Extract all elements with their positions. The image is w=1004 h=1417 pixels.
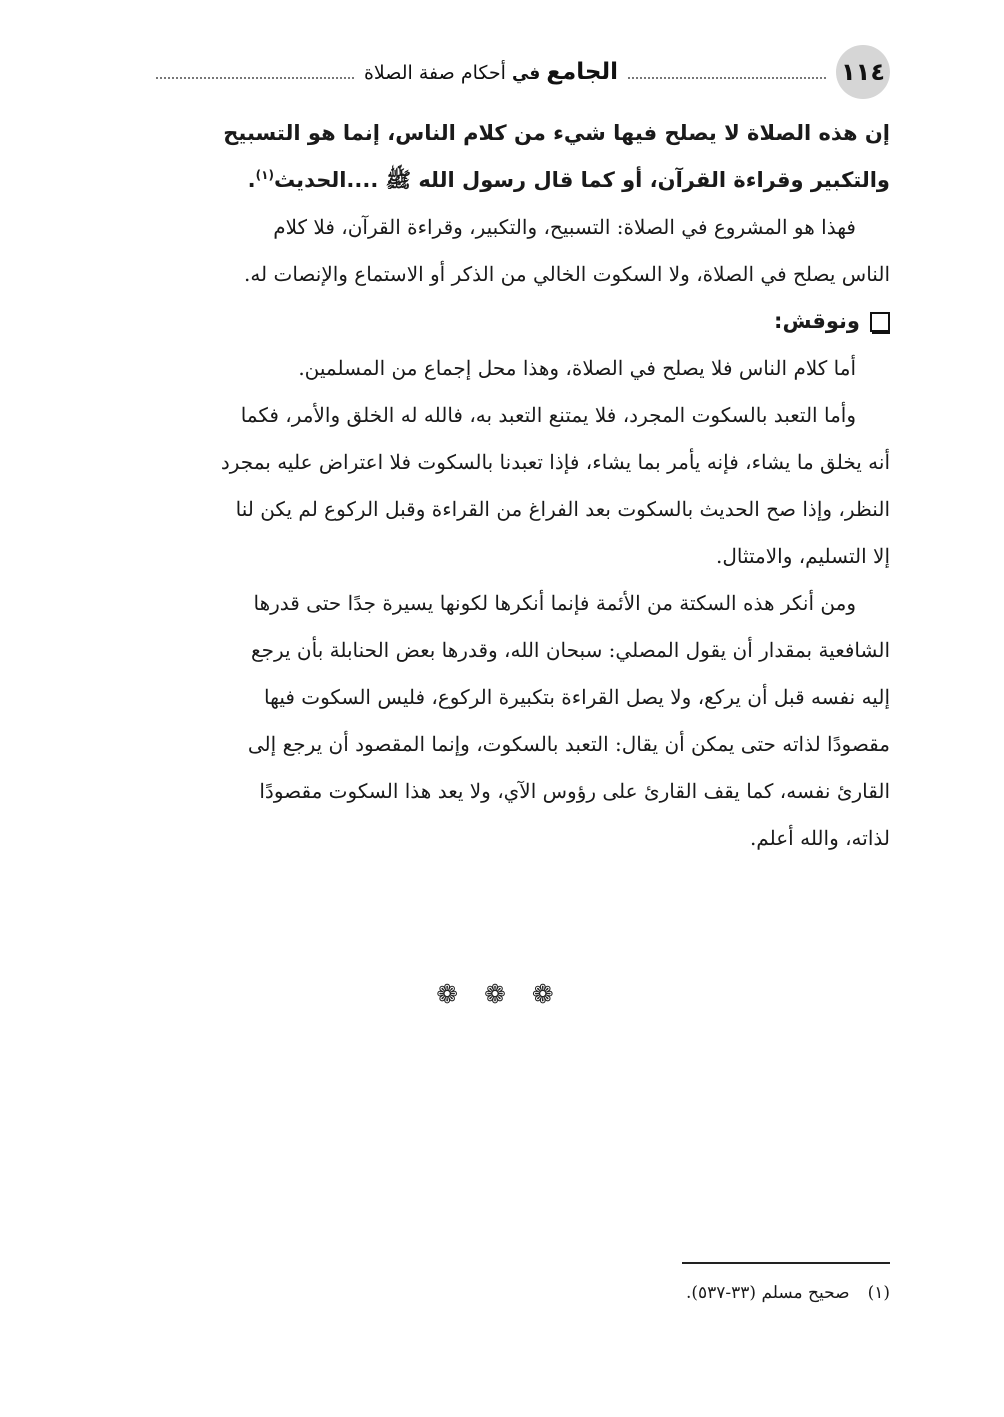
page-number: ١١٤: [841, 58, 885, 86]
footnote-number: (١): [867, 1283, 890, 1303]
footnote-text: صحيح مسلم (٣٣-٥٣٧).: [685, 1283, 850, 1303]
body-line-16: لذاته، والله أعلم.: [749, 826, 890, 850]
body-line-12: الشافعية بمقدار أن يقول المصلي: سبحان الله، وقدرها بعض الحنابلة بأن يرجع: [250, 638, 890, 662]
section-heading: [774, 298, 890, 345]
section-heading-line: [146, 298, 890, 345]
body-line-14: مقصودًا لذاته حتى يمكن أن يقال: التعبد بالسكوت، وإنما المقصود أن يرجع إلى: [247, 732, 890, 756]
body-line-11: ومن أنكر هذه السكتة من الأئمة فإنما أنكرها لكونها يسيرة جدًا حتى قدرها: [253, 591, 856, 615]
header-dotted-leader-right: [628, 77, 826, 79]
book-title-main: الجامع: [546, 59, 619, 85]
body-line-10: إلا التسليم، والامتثال.: [715, 544, 890, 568]
footnote-separator: [682, 1262, 890, 1264]
body-line-1: إن هذه الصلاة لا يصلح فيها شيء من كلام الناس، إنما هو التسبيح: [223, 121, 890, 145]
body-line-2: [146, 157, 890, 204]
running-header: [146, 46, 890, 98]
body-line-4: الناس يصلح في الصلاة، ولا السكوت الخالي من الذكر أو الاستماع والإنصات له.: [243, 262, 890, 286]
section-divider-ornament: [0, 980, 1004, 1010]
flower-ornament-icon: ❁: [484, 980, 520, 1010]
body-line-8: أنه يخلق ما يشاء، فإنه يأمر بما يشاء، فإذا تعبدنا بالسكوت فلا اعتراض عليه بمجرد: [220, 450, 890, 474]
running-title: [364, 59, 618, 85]
flower-ornament-icon: ❁: [436, 980, 473, 1010]
body-line-9: النظر، وإذا صح الحديث بالسكوت بعد الفراغ من القراءة وقبل الركوع لم يكن لنا: [235, 497, 890, 521]
page-body: [146, 110, 890, 862]
line-end-period: .: [247, 168, 256, 192]
footnote: [686, 1278, 890, 1308]
book-title-connector: في: [511, 64, 541, 84]
checkbox-square-icon: [870, 312, 890, 332]
section-heading-text: ونوقش:: [774, 309, 860, 333]
header-dotted-leader-left: [156, 77, 354, 79]
body-line-15: القارئ نفسه، كما يقف القارئ على رؤوس الآي، ولا يعد هذا السكوت مقصودًا: [259, 779, 890, 803]
hadith-quote-end: والتكبير وقراءة القرآن، أو كما قال رسول الله ﷺ ....الحديث: [273, 168, 890, 192]
footnote-marker: (١): [255, 168, 274, 182]
body-line-13: إليه نفسه قبل أن يركع، ولا يصل القراءة بتكبيرة الركوع، فليس السكوت فيها: [264, 685, 890, 709]
body-line-3: فهذا هو المشروع في الصلاة: التسبيح، والتكبير، وقراءة القرآن، فلا كلام: [273, 215, 856, 239]
body-line-7: وأما التعبد بالسكوت المجرد، فلا يمتنع التعبد به، فالله له الخلق والأمر، فكما: [240, 403, 856, 427]
page-number-badge: [836, 45, 890, 99]
book-title-rest: أحكام صفة الصلاة: [363, 62, 506, 84]
body-line-6: أما كلام الناس فلا يصلح في الصلاة، وهذا محل إجماع من المسلمين.: [298, 356, 856, 380]
flower-ornament-icon: ❁: [531, 980, 568, 1010]
